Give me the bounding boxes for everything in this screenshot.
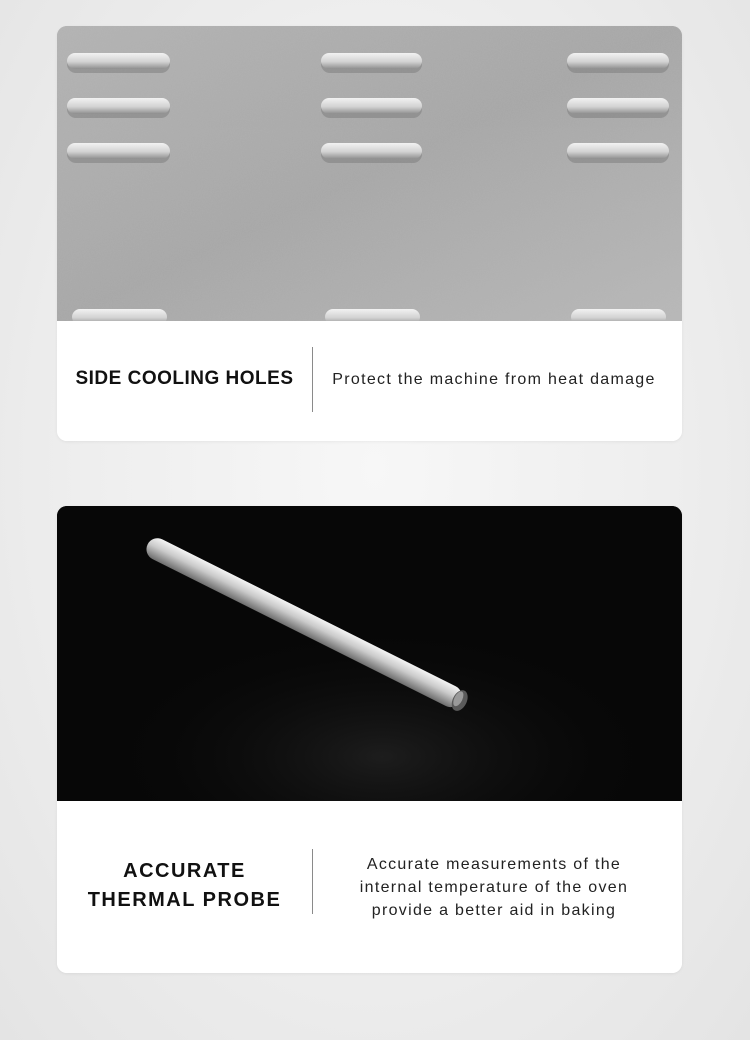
- feature-title: [57, 857, 312, 915]
- feature-card-thermal-probe: [57, 506, 682, 973]
- feature-title-line: ACCURATE: [123, 860, 246, 882]
- feature-caption: [57, 321, 682, 441]
- feature-description-line: internal temperature of the oven: [359, 879, 629, 896]
- caption-divider: [312, 849, 313, 914]
- caption-divider: [312, 347, 313, 412]
- feature-description-line: Accurate measurements of the: [366, 856, 622, 873]
- feature-title-line: SIDE COOLING HOLES: [75, 368, 294, 389]
- feature-card-cooling-holes: [57, 26, 682, 441]
- side-cooling-holes-photo: [57, 26, 682, 321]
- feature-description-line: Protect the machine from heat damage: [332, 371, 656, 388]
- thermal-probe-photo: [57, 506, 682, 801]
- feature-title-line: THERMAL PROBE: [87, 889, 282, 911]
- feature-caption: [57, 801, 682, 973]
- feature-description: [319, 371, 669, 389]
- feature-description-line: provide a better aid in baking: [371, 902, 617, 919]
- feature-description: [319, 853, 669, 922]
- feature-title: [57, 368, 312, 390]
